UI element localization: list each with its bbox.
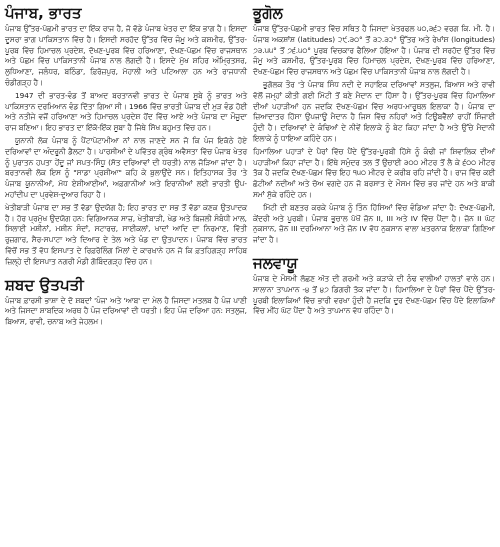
- section-heading-geography: ਭੂਗੋਲ: [253, 4, 283, 22]
- right-column: [253, 4, 495, 319]
- section-heading-etymology: ਸ਼ਬਦ ਉਤਪਤੀ: [5, 275, 84, 294]
- paragraph: ਪੰਜਾਬ ਫ਼ਾਰਸੀ ਭਾਸ਼ਾ ਦੇ ਦੋ ਸ਼ਬਦਾਂ 'ਪੰਜ' ਅਤੇ 'ਆਬ' ਦਾ ਮੇਲ ਹੈ ਜਿਸਦਾ ਮਤਲਬ ਹੈ ਪੰਜ ਪਾਣੀ ਅਤੇ ਜਿਸਦਾ ਸ਼ਾਬਦਿਕ ਅਰਥ ਹੈ ਪੰਜ ਦਰਿਆਵਾਂ ਦੀ ਧਰਤੀ। ਇਹ ਪੰਜ ਦਰਿਆ ਹਨ: ਸਤਲੁਜ, ਬਿਆਸ, ਰਾਵੀ, ਚਨਾਬ ਅਤੇ ਜੇਹਲਮ।: [5, 295, 247, 327]
- left-column: [5, 4, 247, 330]
- paragraph: ਭੂਗੋਲਕ ਤੌਰ 'ਤੇ ਪੰਜਾਬ ਸਿੰਧ ਨਦੀ ਦੇ ਸਹਾਇਕ ਦਰਿਆਵਾਂ ਸਤਲੁਜ, ਬਿਆਸ ਅਤੇ ਰਾਵੀ ਵੱਲੋਂ ਜਮ੍ਹਾਂ ਕੀਤੀ ਗਈ ਮਿੱਟੀ ਤੋਂ ਬਣੇ ਮੈਦਾਨ ਦਾ ਹਿੱਸਾ ਹੈ। ਉੱਤਰ-ਪੂਰਬ ਵਿੱਚ ਹਿਮਾਲਿਆ ਦੀਆਂ ਪਹਾੜੀਆਂ ਹਨ ਜਦਕਿ ਦੱਖਣ-ਪੱਛਮ ਵਿੱਚ ਅਰਧ-ਮਾਰੂਥਲ ਇਲਾਕਾ ਹੈ। ਪੰਜਾਬ ਦਾ ਜ਼ਿਆਦਾਤਰ ਹਿੱਸਾ ਉਪਜਾਊ ਮੈਦਾਨ ਹੈ ਜਿਸ ਵਿੱਚ ਨਹਿਰਾਂ ਅਤੇ ਟਿਊਬਵੈੱਲਾਂ ਰਾਹੀਂ ਸਿੰਜਾਈ ਹੁੰਦੀ ਹੈ। ਦਰਿਆਵਾਂ ਦੇ ਕੰਢਿਆਂ ਦੇ ਨੀਵੇਂ ਇਲਾਕੇ ਨੂੰ ਬੇਟ ਕਿਹਾ ਜਾਂਦਾ ਹੈ ਅਤੇ ਉੱਚੇ ਮੈਦਾਨੀ ਇਲਾਕੇ ਨੂੰ ਧਾਇਆ ਕਹਿੰਦੇ ਹਨ।: [253, 79, 495, 143]
- paragraph: ਪੰਜਾਬ ਉੱਤਰ-ਪੱਛਮੀ ਭਾਰਤ ਵਿੱਚ ਸਥਿਤ ਹੈ ਜਿਸਦਾ ਖੇਤਰਫਲ ੫੦,੩੬੨ ਵਰਗ ਕਿ. ਮੀ. ਹੈ। ਪੰਜਾਬ ਅਕਸ਼ਾਂਸ਼ (latitudes) ੨੯.੩੦° ਤੋਂ ੩੨.੩੨° ਉੱਤਰ ਅਤੇ ਰੇਖਾਂਸ਼ (longitudes) ੭੩.੫੫° ਤੋਂ ੭੬.੫੦° ਪੂਰਬ ਵਿਚਕਾਰ ਫੈਲਿਆ ਹੋਇਆ ਹੈ। ਪੰਜਾਬ ਦੀ ਸਰਹੱਦ ਉੱਤਰ ਵਿੱਚ ਜੰਮੂ ਅਤੇ ਕਸ਼ਮੀਰ, ਉੱਤਰ-ਪੂਰਬ ਵਿੱਚ ਹਿਮਾਚਲ ਪ੍ਰਦੇਸ਼, ਦੱਖਣ-ਪੂਰਬ ਵਿੱਚ ਹਰਿਆਣਾ, ਦੱਖਣ-ਪੱਛਮ ਵਿੱਚ ਰਾਜਸਥਾਨ ਅਤੇ ਪੱਛਮ ਵਿੱਚ ਪਾਕਿਸਤਾਨੀ ਪੰਜਾਬ ਨਾਲ ਲੱਗਦੀ ਹੈ।: [253, 24, 495, 77]
- paragraph: ਪੰਜਾਬ ਦੇ ਮੌਸਮੀ ਲੱਛਣ ਅੱਤ ਦੀ ਗਰਮੀ ਅਤੇ ਕੜਾਕੇ ਦੀ ਠੰਢ ਵਾਲੀਆਂ ਹਾਲਤਾਂ ਵਾਲੇ ਹਨ। ਸਾਲਾਨਾ ਤਾਪਮਾਨ -੪ ਤੋਂ ੪੭ ਡਿਗਰੀ ਤੱਕ ਜਾਂਦਾ ਹੈ। ਹਿਮਾਲਿਆ ਦੇ ਪੈਰਾਂ ਵਿੱਚ ਪੈਂਦੇ ਉੱਤਰ-ਪੂਰਬੀ ਇਲਾਕਿਆਂ ਵਿੱਚ ਭਾਰੀ ਵਰਖਾ ਹੁੰਦੀ ਹੈ ਜਦਕਿ ਦੂਰ ਦੱਖਣ-ਪੱਛਮ ਵਿੱਚ ਪੈਂਦੇ ਇਲਾਕਿਆਂ ਵਿੱਚ ਮੀਂਹ ਘੱਟ ਪੈਂਦਾ ਹੈ ਅਤੇ ਤਾਪਮਾਨ ਵੱਧ ਰਹਿੰਦਾ ਹੈ।: [253, 273, 495, 316]
- section-heading-climate: ਜਲਵਾਯੂ: [253, 253, 298, 272]
- paragraph: ਮਿੱਟੀ ਦੀ ਬਣਤਰ ਕਰਕੇ ਪੰਜਾਬ ਨੂੰ ਤਿੰਨ ਹਿੱਸਿਆਂ ਵਿੱਚ ਵੰਡਿਆ ਜਾਂਦਾ ਹੈ: ਦੱਖਣ-ਪੱਛਮੀ, ਕੇਂਦਰੀ ਅਤੇ ਪੂਰਬੀ। ਪੰਜਾਬ ਭੂਚਾਲ ਪੱਖੋਂ ਜ਼ੋਨ II, III ਅਤੇ IV ਵਿੱਚ ਪੈਂਦਾ ਹੈ। ਜ਼ੋਨ II ਘੱਟ ਨੁਕਸਾਨ, ਜ਼ੋਨ III ਦਰਮਿਆਨਾ ਅਤੇ ਜ਼ੋਨ IV ਵੱਧ ਨੁਕਸਾਨ ਵਾਲਾ ਖ਼ਤਰਨਾਕ ਇਲਾਕਾ ਗਿਣਿਆ ਜਾਂਦਾ ਹੈ।: [253, 202, 495, 245]
- paragraph: ਪੰਜਾਬ ਉੱਤਰ-ਪੱਛਮੀ ਭਾਰਤ ਦਾ ਇੱਕ ਰਾਜ ਹੈ, ਜੋ ਵੱਡੇ ਪੰਜਾਬ ਖੇਤਰ ਦਾ ਇੱਕ ਭਾਗ ਹੈ। ਇਸਦਾ ਦੂਸਰਾ ਭਾਗ ਪਾਕਿਸਤਾਨ ਵਿੱਚ ਹੈ। ਇਸਦੀ ਸਰਹੱਦ ਉੱਤਰ ਵਿੱਚ ਜੰਮੂ ਅਤੇ ਕਸ਼ਮੀਰ, ਉੱਤਰ-ਪੂਰਬ ਵਿੱਚ ਹਿਮਾਚਲ ਪ੍ਰਦੇਸ਼, ਦੱਖਣ-ਪੂਰਬ ਵਿੱਚ ਹਰਿਆਣਾ, ਦੱਖਣ-ਪੱਛਮ ਵਿੱਚ ਰਾਜਸਥਾਨ ਅਤੇ ਪੱਛਮ ਵਿੱਚ ਪਾਕਿਸਤਾਨੀ ਪੰਜਾਬ ਨਾਲ ਲੱਗਦੀ ਹੈ। ਇਸਦੇ ਮੁੱਖ ਸ਼ਹਿਰ ਅੰਮ੍ਰਿਤਸਰ, ਲੁਧਿਆਣਾ, ਜਲੰਧਰ, ਬਠਿੰਡਾ, ਫ਼ਿਰੋਜ਼ਪੁਰ, ਮੋਹਾਲੀ ਅਤੇ ਪਟਿਆਲਾ ਹਨ ਅਤੇ ਰਾਜਧਾਨੀ ਚੰਡੀਗੜ੍ਹ ਹੈ।: [5, 24, 247, 87]
- paragraph: ਹਿਮਾਲਿਆ ਪਹਾੜਾਂ ਦੇ ਪੈਰਾਂ ਵਿੱਚ ਪੈਂਦੇ ਉੱਤਰ-ਪੂਰਬੀ ਹਿੱਸੇ ਨੂੰ ਕੰਢੀ ਜਾਂ ਸ਼ਿਵਾਲਿਕ ਦੀਆਂ ਪਹਾੜੀਆਂ ਕਿਹਾ ਜਾਂਦਾ ਹੈ। ਇੱਥੇ ਸਮੁੰਦਰ ਤਲ ਤੋਂ ਉਚਾਈ ੩੦੦ ਮੀਟਰ ਤੋਂ ਲੈ ਕੇ ੬੦੦ ਮੀਟਰ ਤੱਕ ਹੈ ਜਦਕਿ ਦੱਖਣ-ਪੱਛਮ ਵਿੱਚ ਇਹ ੧੫੦ ਮੀਟਰ ਦੇ ਕਰੀਬ ਰਹਿ ਜਾਂਦੀ ਹੈ। ਰਾਜ ਵਿੱਚ ਕਈ ਛੋਟੀਆਂ ਨਦੀਆਂ ਅਤੇ ਚੋਅ ਵਗਦੇ ਹਨ ਜੋ ਬਰਸਾਤ ਦੇ ਮੌਸਮ ਵਿੱਚ ਭਰ ਜਾਂਦੇ ਹਨ ਅਤੇ ਬਾਕੀ ਸਮਾਂ ਸੁੱਕੇ ਰਹਿੰਦੇ ਹਨ।: [253, 146, 495, 199]
- paragraph: ਖੇਤੀਬਾੜੀ ਪੰਜਾਬ ਦਾ ਸਭ ਤੋਂ ਵੱਡਾ ਉਦਯੋਗ ਹੈ; ਇਹ ਭਾਰਤ ਦਾ ਸਭ ਤੋਂ ਵੱਡਾ ਕਣਕ ਉਤਪਾਦਕ ਹੈ। ਹੋਰ ਪ੍ਰਮੁੱਖ ਉਦਯੋਗ ਹਨ: ਵਿਗਿਆਨਕ ਸਾਜ਼, ਖੇਤੀਬਾੜੀ, ਖੇਡ ਅਤੇ ਬਿਜਲੀ ਸੰਬੰਧੀ ਮਾਲ, ਸਿਲਾਈ ਮਸ਼ੀਨਾਂ, ਮਸ਼ੀਨ ਸੰਦਾਂ, ਸਟਾਰਚ, ਸਾਈਕਲਾਂ, ਖਾਦਾਂ ਆਦਿ ਦਾ ਨਿਰਮਾਣ, ਵਿੱਤੀ ਰੁਜ਼ਗਾਰ, ਸੈਰ-ਸਪਾਟਾ ਅਤੇ ਦਿਆਰ ਦੇ ਤੇਲ ਅਤੇ ਖੰਡ ਦਾ ਉਤਪਾਦਨ। ਪੰਜਾਬ ਵਿੱਚ ਭਾਰਤ ਵਿੱਚੋਂ ਸਭ ਤੋਂ ਵੱਧ ਇਸਪਾਤ ਦੇ ਰਿਫ਼ਰੋਲਿੰਗ ਮਿੱਲਾਂ ਦੇ ਕਾਰਖ਼ਾਨੇ ਹਨ ਜੋ ਕਿ ਫ਼ਤਹਿਗੜ੍ਹ ਸਾਹਿਬ ਜ਼ਿਲ੍ਹੇ ਦੀ ਇਸਪਾਤ ਨਗਰੀ ਮੰਡੀ ਗੋਬਿੰਦਗੜ੍ਹ ਵਿੱਚ ਹਨ।: [5, 202, 247, 266]
- paragraph: ਯੂਨਾਨੀ ਲੋਕ ਪੰਜਾਬ ਨੂੰ ਪੈਂਟਾਪੋਟਾਮੀਆ ਨਾਂ ਨਾਲ ਜਾਣਦੇ ਸਨ ਜੋ ਕਿ ਪੰਜ ਇਕੱਠੇ ਹੋਏ ਦਰਿਆਵਾਂ ਦਾ ਅੰਦਰੂਨੀ ਡੈਲਟਾ ਹੈ। ਪਾਰਸੀਆਂ ਦੇ ਪਵਿੱਤਰ ਗ੍ਰੰਥ ਅਵੈਸਤਾ ਵਿੱਚ ਪੰਜਾਬ ਖੇਤਰ ਨੂੰ ਪੁਰਾਤਨ ਹਪਤਾ ਹੇਂਦੂ ਜਾਂ ਸਪਤ-ਸਿੰਧੂ (ਸੱਤ ਦਰਿਆਵਾਂ ਦੀ ਧਰਤੀ) ਨਾਲ ਜੋੜਿਆ ਜਾਂਦਾ ਹੈ। ਬਰਤਾਨਵੀ ਲੋਕ ਇਸ ਨੂੰ "ਸਾਡਾ ਪ੍ਰਸ਼ੀਆ" ਕਹਿ ਕੇ ਬੁਲਾਉਂਦੇ ਸਨ। ਇਤਿਹਾਸਕ ਤੌਰ 'ਤੇ ਪੰਜਾਬ ਯੂਨਾਨੀਆਂ, ਮੱਧ ਏਸ਼ੀਆਈਆਂ, ਅਫ਼ਗਾਨੀਆਂ ਅਤੇ ਇਰਾਨੀਆਂ ਲਈ ਭਾਰਤੀ ਉਪ-ਮਹਾਂਦੀਪ ਦਾ ਪ੍ਰਵੇਸ਼-ਦੁਆਰ ਰਿਹਾ ਹੈ।: [5, 135, 247, 199]
- section-heading-punjab-india: ਪੰਜਾਬ, ਭਾਰਤ: [5, 4, 82, 22]
- paragraph: 1947 ਦੀ ਭਾਰਤ-ਵੰਡ ਤੋਂ ਬਾਅਦ ਬਰਤਾਨਵੀ ਭਾਰਤ ਦੇ ਪੰਜਾਬ ਸੂਬੇ ਨੂੰ ਭਾਰਤ ਅਤੇ ਪਾਕਿਸਤਾਨ ਦਰਮਿਆਨ ਵੰਡ ਦਿੱਤਾ ਗਿਆ ਸੀ। 1966 ਵਿੱਚ ਭਾਰਤੀ ਪੰਜਾਬ ਦੀ ਮੁੜ ਵੰਡ ਹੋਈ ਅਤੇ ਨਤੀਜੇ ਵਜੋਂ ਹਰਿਆਣਾ ਅਤੇ ਹਿਮਾਚਲ ਪ੍ਰਦੇਸ਼ ਹੋਂਦ ਵਿੱਚ ਆਏ ਅਤੇ ਪੰਜਾਬ ਦਾ ਮੌਜੂਦਾ ਰਾਜ ਬਣਿਆ। ਇਹ ਭਾਰਤ ਦਾ ਇੱਕੋ-ਇੱਕ ਸੂਬਾ ਹੈ ਜਿੱਥੇ ਸਿੱਖ ਬਹੁਮਤ ਵਿੱਚ ਹਨ।: [5, 90, 247, 133]
